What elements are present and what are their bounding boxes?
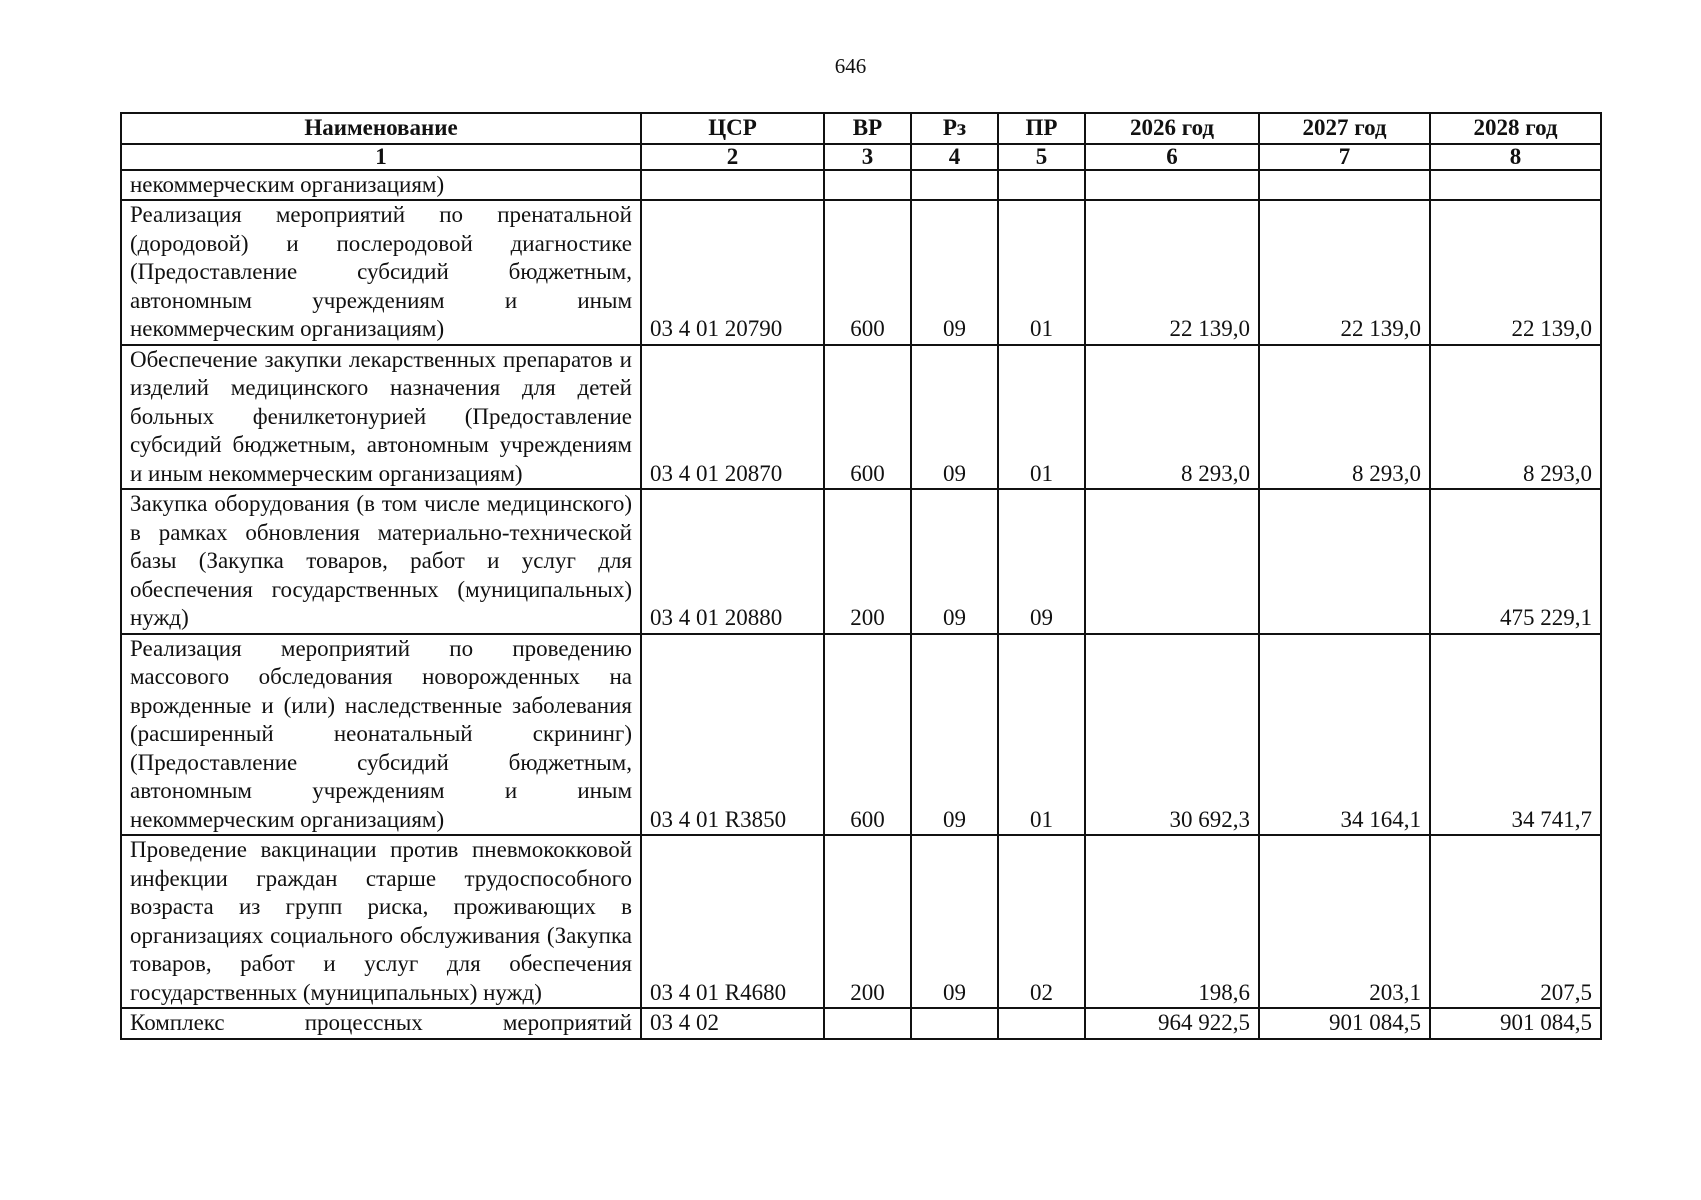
column-number: 5: [998, 144, 1085, 170]
row-csr: 03 4 01 20790: [641, 200, 824, 345]
row-2027: 8 293,0: [1259, 345, 1430, 490]
row-vr: 200: [824, 489, 911, 634]
row-pr: 01: [998, 345, 1085, 490]
row-pr: 01: [998, 634, 1085, 836]
row-2028: 475 229,1: [1430, 489, 1601, 634]
row-2028: 22 139,0: [1430, 200, 1601, 345]
row-2027: 34 164,1: [1259, 634, 1430, 836]
row-rz: 09: [911, 634, 998, 836]
row-csr: [641, 170, 824, 201]
row-2026: 8 293,0: [1085, 345, 1259, 490]
row-name: Комплекс процессных мероприятий: [121, 1008, 641, 1039]
row-csr: 03 4 01 20870: [641, 345, 824, 490]
row-2026: [1085, 489, 1259, 634]
row-vr: 200: [824, 835, 911, 1008]
row-vr: [824, 170, 911, 201]
row-pr: 09: [998, 489, 1085, 634]
row-2026: 964 922,5: [1085, 1008, 1259, 1039]
row-name: Проведение вакцинации против пневмококковой инфекции граждан старше трудоспособного возраста из групп риска, проживающих в организациях социального обслуживания (Закупка товаров, работ и услуг для обеспечения государственных (муниципальных) нужд): [121, 835, 641, 1008]
header-csr: ЦСР: [641, 113, 824, 144]
row-2026: 30 692,3: [1085, 634, 1259, 836]
table-row: [121, 200, 1601, 345]
row-2026: [1085, 170, 1259, 201]
column-number: 6: [1085, 144, 1259, 170]
header-2027: 2027 год: [1259, 113, 1430, 144]
table-row: [121, 835, 1601, 1008]
header-rz: Рз: [911, 113, 998, 144]
column-number: 2: [641, 144, 824, 170]
row-vr: 600: [824, 634, 911, 836]
column-number: 7: [1259, 144, 1430, 170]
row-2028: 34 741,7: [1430, 634, 1601, 836]
row-2026: 22 139,0: [1085, 200, 1259, 345]
row-rz: [911, 170, 998, 201]
table-row: [121, 170, 1601, 201]
row-pr: [998, 170, 1085, 201]
row-csr: 03 4 01 20880: [641, 489, 824, 634]
row-2026: 198,6: [1085, 835, 1259, 1008]
row-name: Реализация мероприятий по пренатальной (дородовой) и послеродовой диагностике (Предоставление субсидий бюджетным, автономным учреждениям и иным некоммерческим организациям): [121, 200, 641, 345]
row-rz: 09: [911, 345, 998, 490]
header-row: [121, 113, 1601, 144]
header-2028: 2028 год: [1430, 113, 1601, 144]
header-2026: 2026 год: [1085, 113, 1259, 144]
column-number: 4: [911, 144, 998, 170]
budget-table: [120, 112, 1602, 1040]
row-2028: 207,5: [1430, 835, 1601, 1008]
row-rz: 09: [911, 489, 998, 634]
row-2028: 8 293,0: [1430, 345, 1601, 490]
header-name: Наименование: [121, 113, 641, 144]
row-2027: 901 084,5: [1259, 1008, 1430, 1039]
row-rz: 09: [911, 200, 998, 345]
row-name: Реализация мероприятий по проведению массового обследования новорожденных на врожденные и (или) наследственные заболевания (расширенный неонатальный скрининг) (Предоставление субсидий бюджетным, автономным учреждениям и иным некоммерческим организациям): [121, 634, 641, 836]
row-2028: 901 084,5: [1430, 1008, 1601, 1039]
row-2027: [1259, 170, 1430, 201]
column-number-row: [121, 144, 1601, 170]
row-name: Закупка оборудования (в том числе медицинского) в рамках обновления материально-технической базы (Закупка товаров, работ и услуг для обеспечения государственных (муниципальных) нужд): [121, 489, 641, 634]
row-csr: 03 4 02: [641, 1008, 824, 1039]
page-number: 646: [834, 54, 867, 78]
row-pr: [998, 1008, 1085, 1039]
row-2027: [1259, 489, 1430, 634]
column-number: 3: [824, 144, 911, 170]
row-name: Обеспечение закупки лекарственных препаратов и изделий медицинского назначения для детей больных фенилкетонурией (Предоставление субсидий бюджетным, автономным учреждениям и иным некоммерческим организациям): [121, 345, 641, 490]
row-pr: 02: [998, 835, 1085, 1008]
row-csr: 03 4 01 R3850: [641, 634, 824, 836]
column-number: 8: [1430, 144, 1601, 170]
table-row: [121, 1008, 1601, 1039]
table-row: [121, 634, 1601, 836]
row-pr: 01: [998, 200, 1085, 345]
row-csr: 03 4 01 R4680: [641, 835, 824, 1008]
header-vr: ВР: [824, 113, 911, 144]
row-vr: [824, 1008, 911, 1039]
row-2027: 203,1: [1259, 835, 1430, 1008]
table-row: [121, 345, 1601, 490]
row-vr: 600: [824, 345, 911, 490]
row-rz: 09: [911, 835, 998, 1008]
row-name: некоммерческим организациям): [121, 170, 641, 201]
row-rz: [911, 1008, 998, 1039]
row-vr: 600: [824, 200, 911, 345]
row-2028: [1430, 170, 1601, 201]
row-2027: 22 139,0: [1259, 200, 1430, 345]
table-row: [121, 489, 1601, 634]
column-number: 1: [121, 144, 641, 170]
header-pr: ПР: [998, 113, 1085, 144]
